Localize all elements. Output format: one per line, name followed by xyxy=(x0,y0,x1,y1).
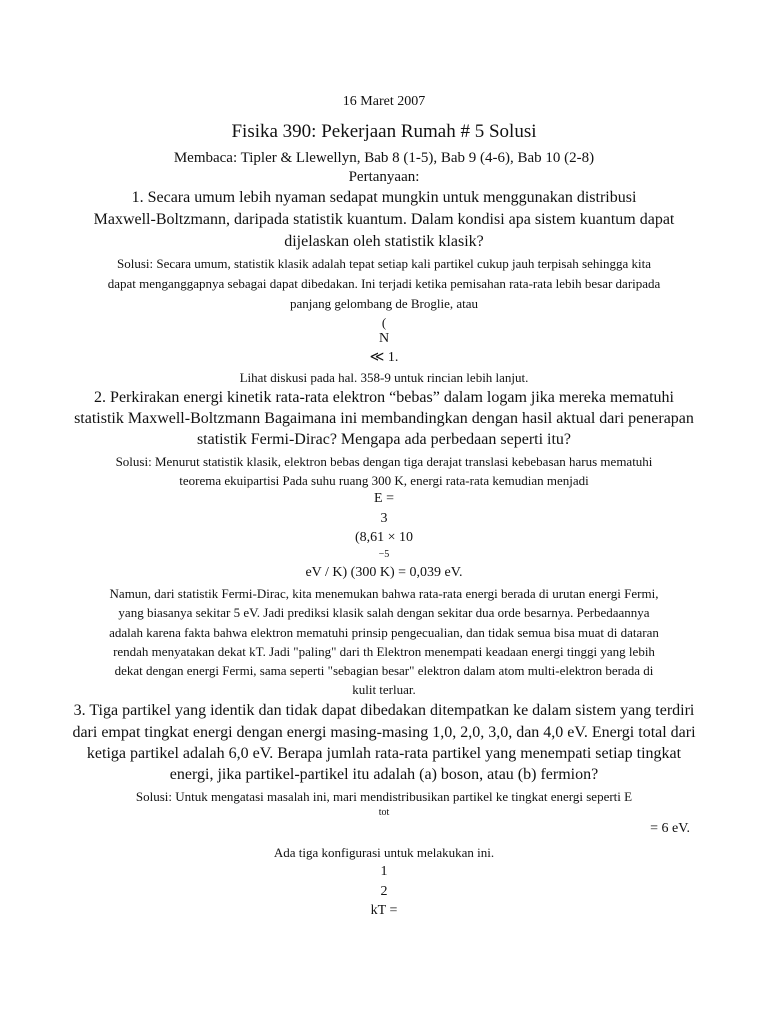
solution-line: dapat menganggapnya sebagai dapat dibedakan. Ini terjadi ketika pemisahan rata-rata lebih besar daripada xyxy=(107,276,661,291)
subscript: tot xyxy=(378,807,390,818)
formula-exponent: −5 xyxy=(378,549,390,560)
formula-fragment: = 6 eV. xyxy=(650,821,690,836)
formula-fragment: ≪ 1. xyxy=(369,350,399,365)
formula-fragment: (8,61 × 10 xyxy=(354,530,414,545)
solution-line: Namun, dari statistik Fermi-Dirac, kita menemukan bahwa rata-rata energi berada di urutan energi Fermi, xyxy=(109,586,659,601)
question-line: ketiga partikel adalah 6,0 eV. Berapa jumlah rata-rata partikel yang menempati setiap tingkat xyxy=(86,745,682,762)
reading-assignment: Membaca: Tipler & Llewellyn, Bab 8 (1-5), Bab 9 (4-6), Bab 10 (2-8) xyxy=(173,150,595,166)
formula-fragment: 2 xyxy=(380,884,388,899)
formula-fragment: ( xyxy=(381,315,387,330)
solution-line: dekat dengan energi Fermi, sama seperti "sebagian besar" elektron dalam atom multi-elektron berada di xyxy=(114,663,654,678)
formula-fragment: N xyxy=(378,331,390,346)
formula-fragment: E = xyxy=(374,491,394,506)
solution-note: Lihat diskusi pada hal. 358-9 untuk rincian lebih lanjut. xyxy=(239,370,529,385)
solution-line: Solusi: Untuk mengatasi masalah ini, mari mendistribusikan partikel ke tingkat energi seperti E xyxy=(135,789,633,804)
question-line: statistik Maxwell-Boltzmann Bagaimana ini membandingkan dengan hasil aktual dari penerapan xyxy=(74,410,694,427)
question-line: Maxwell-Boltzmann, daripada statistik kuantum. Dalam kondisi apa sistem kuantum dapat xyxy=(93,211,675,228)
formula-fragment: kT = xyxy=(370,903,398,918)
solution-line: panjang gelombang de Broglie, atau xyxy=(289,296,479,311)
solution-line: teorema ekuipartisi Pada suhu ruang 300 K, energi rata-rata kemudian menjadi xyxy=(179,473,589,488)
page-title: Fisika 390: Pekerjaan Rumah # 5 Solusi xyxy=(231,121,537,142)
formula-fragment: eV / K) (300 K) = 0,039 eV. xyxy=(305,565,463,580)
questions-heading: Pertanyaan: xyxy=(348,169,420,185)
question-line: dari empat tingkat energi dengan energi masing-masing 1,0, 2,0, 3,0, dan 4,0 eV. Energi total dari xyxy=(72,724,696,741)
question-line: dijelaskan oleh statistik klasik? xyxy=(284,233,484,250)
solution-line: adalah karena fakta bahwa elektron mematuhi prinsip pengecualian, dan tidak semua bisa muat di dataran xyxy=(109,625,659,640)
formula-fragment: 3 xyxy=(380,511,388,526)
solution-line: Solusi: Secara umum, statistik klasik adalah tepat setiap kali partikel cukup jauh terpisah sehingga kita xyxy=(117,256,651,271)
question-line: statistik Fermi-Dirac? Mengapa ada perbedaan seperti itu? xyxy=(196,431,572,448)
solution-note: Ada tiga konfigurasi untuk melakukan ini. xyxy=(273,845,495,860)
formula-fragment: 1 xyxy=(380,864,388,879)
solution-line: rendah menyatakan dekat kT. Jadi "paling" dari th Elektron menempati keadaan energi tinggi yang lebih xyxy=(113,644,655,659)
solution-line: Solusi: Menurut statistik klasik, elektron bebas dengan tiga derajat translasi kebebasan harus mematuhi xyxy=(115,454,653,469)
question-line: 3. Tiga partikel yang identik dan tidak dapat dibedakan ditempatkan ke dalam sistem yang terdiri xyxy=(73,702,695,719)
solution-line: yang biasanya sekitar 5 eV. Jadi prediksi klasik salah dengan sekitar dua orde besarnya. Perbedaannya xyxy=(118,605,650,620)
question-line: 1. Secara umum lebih nyaman sedapat mungkin untuk menggunakan distribusi xyxy=(131,189,637,206)
solution-line: kulit terluar. xyxy=(352,682,416,697)
question-line: energi, jika partikel-partikel itu adalah (a) boson, atau (b) fermion? xyxy=(169,766,599,783)
date: 16 Maret 2007 xyxy=(342,94,426,109)
question-line: 2. Perkirakan energi kinetik rata-rata elektron “bebas” dalam logam jika mereka mematuhi xyxy=(94,389,674,406)
